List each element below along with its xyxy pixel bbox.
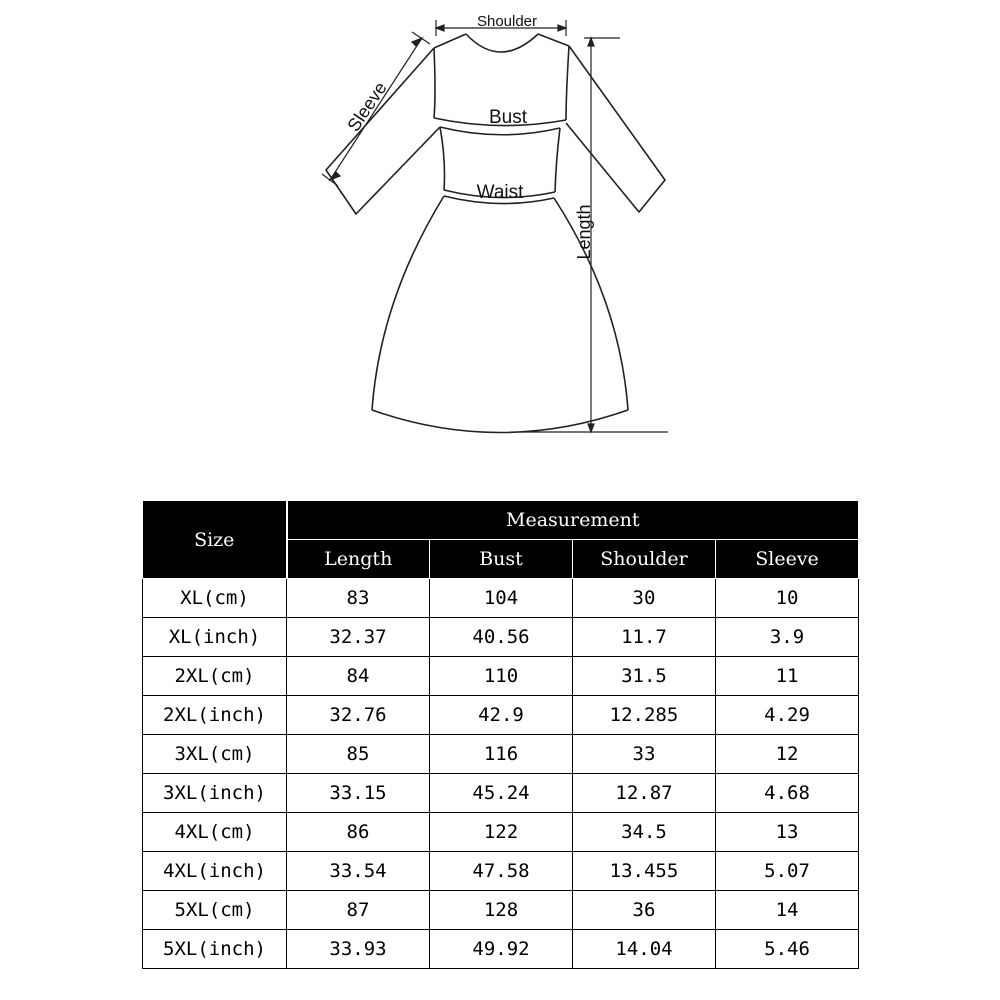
value-cell-shoulder: 12.87 bbox=[573, 774, 716, 813]
size-header: Size bbox=[143, 501, 287, 579]
size-chart-table bbox=[142, 500, 859, 969]
value-cell-length: 85 bbox=[287, 735, 430, 774]
value-cell-shoulder: 30 bbox=[573, 579, 716, 618]
table-row bbox=[143, 657, 859, 696]
size-cell: XL(cm) bbox=[143, 579, 287, 618]
size-cell: 2XL(inch) bbox=[143, 696, 287, 735]
dress-measurement-diagram bbox=[0, 0, 1000, 450]
value-cell-length: 32.76 bbox=[287, 696, 430, 735]
value-cell-bust: 40.56 bbox=[430, 618, 573, 657]
size-cell: 3XL(cm) bbox=[143, 735, 287, 774]
column-header-sleeve: Sleeve bbox=[716, 540, 859, 579]
value-cell-sleeve: 12 bbox=[716, 735, 859, 774]
size-cell: 3XL(inch) bbox=[143, 774, 287, 813]
value-cell-bust: 42.9 bbox=[430, 696, 573, 735]
size-cell: 4XL(cm) bbox=[143, 813, 287, 852]
column-header-shoulder: Shoulder bbox=[573, 540, 716, 579]
value-cell-sleeve: 4.68 bbox=[716, 774, 859, 813]
value-cell-sleeve: 4.29 bbox=[716, 696, 859, 735]
value-cell-shoulder: 33 bbox=[573, 735, 716, 774]
value-cell-bust: 122 bbox=[430, 813, 573, 852]
table-row bbox=[143, 618, 859, 657]
value-cell-length: 87 bbox=[287, 891, 430, 930]
value-cell-shoulder: 14.04 bbox=[573, 930, 716, 969]
value-cell-bust: 128 bbox=[430, 891, 573, 930]
shoulder-label: Shoulder bbox=[476, 13, 538, 30]
value-cell-length: 86 bbox=[287, 813, 430, 852]
value-cell-bust: 47.58 bbox=[430, 852, 573, 891]
sleeve-label: Sleeve bbox=[343, 78, 391, 136]
table-row bbox=[143, 813, 859, 852]
value-cell-length: 33.15 bbox=[287, 774, 430, 813]
size-cell: 2XL(cm) bbox=[143, 657, 287, 696]
value-cell-bust: 49.92 bbox=[430, 930, 573, 969]
value-cell-length: 84 bbox=[287, 657, 430, 696]
table-row bbox=[143, 852, 859, 891]
value-cell-sleeve: 5.07 bbox=[716, 852, 859, 891]
waist-label: Waist bbox=[476, 182, 524, 203]
value-cell-shoulder: 34.5 bbox=[573, 813, 716, 852]
table-header bbox=[143, 501, 859, 579]
table-row bbox=[143, 735, 859, 774]
size-cell: 5XL(cm) bbox=[143, 891, 287, 930]
value-cell-bust: 45.24 bbox=[430, 774, 573, 813]
bust-label: Bust bbox=[488, 107, 528, 128]
length-label: Length bbox=[574, 204, 594, 260]
table-row bbox=[143, 579, 859, 618]
table-row bbox=[143, 930, 859, 969]
value-cell-sleeve: 10 bbox=[716, 579, 859, 618]
value-cell-sleeve: 3.9 bbox=[716, 618, 859, 657]
column-header-length: Length bbox=[287, 540, 430, 579]
value-cell-sleeve: 14 bbox=[716, 891, 859, 930]
table-row bbox=[143, 891, 859, 930]
value-cell-length: 33.93 bbox=[287, 930, 430, 969]
measurement-header: Measurement bbox=[287, 501, 859, 540]
value-cell-sleeve: 11 bbox=[716, 657, 859, 696]
size-cell: 4XL(inch) bbox=[143, 852, 287, 891]
table-row bbox=[143, 696, 859, 735]
value-cell-shoulder: 13.455 bbox=[573, 852, 716, 891]
value-cell-shoulder: 11.7 bbox=[573, 618, 716, 657]
value-cell-bust: 104 bbox=[430, 579, 573, 618]
value-cell-shoulder: 12.285 bbox=[573, 696, 716, 735]
size-cell: XL(inch) bbox=[143, 618, 287, 657]
value-cell-bust: 116 bbox=[430, 735, 573, 774]
value-cell-sleeve: 5.46 bbox=[716, 930, 859, 969]
value-cell-shoulder: 36 bbox=[573, 891, 716, 930]
table-body bbox=[143, 579, 859, 969]
size-cell: 5XL(inch) bbox=[143, 930, 287, 969]
value-cell-bust: 110 bbox=[430, 657, 573, 696]
value-cell-sleeve: 13 bbox=[716, 813, 859, 852]
value-cell-shoulder: 31.5 bbox=[573, 657, 716, 696]
value-cell-length: 83 bbox=[287, 579, 430, 618]
value-cell-length: 32.37 bbox=[287, 618, 430, 657]
table-row bbox=[143, 774, 859, 813]
column-header-bust: Bust bbox=[430, 540, 573, 579]
value-cell-length: 33.54 bbox=[287, 852, 430, 891]
